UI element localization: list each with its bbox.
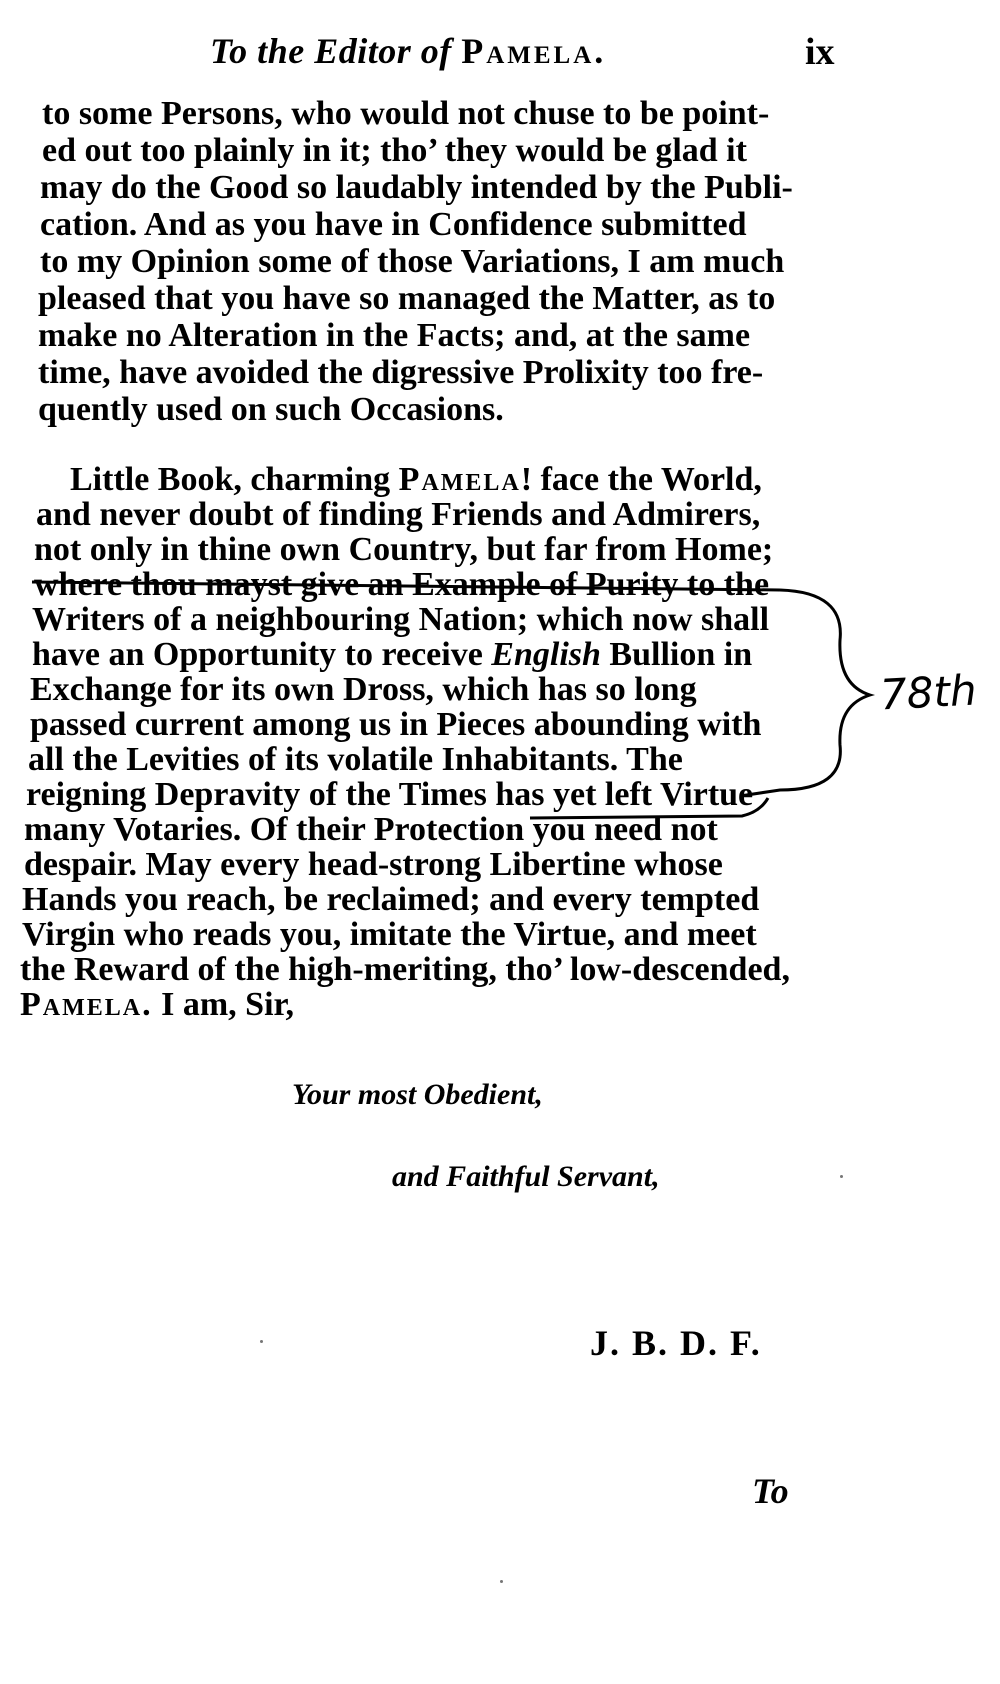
text-line: to some Persons, who would not chuse to be point- — [42, 95, 770, 132]
text-line: ed out too plainly in it; tho’ they would be glad it — [42, 132, 747, 169]
text-line: time, have avoided the digressive Prolixity too fre- — [38, 354, 764, 391]
text-span: Little Book, charming — [70, 461, 399, 498]
text-line: Exchange for its own Dross, which has so long — [30, 671, 697, 708]
running-head-prefix: To the Editor of — [210, 31, 462, 71]
text-span: ! face the World, — [520, 461, 762, 498]
text-line: not only in thine own Country, but far from Home; — [34, 531, 774, 568]
text-line: the Reward of the high-meriting, tho’ low-descended, — [20, 951, 790, 988]
signature: J. B. D. F. — [590, 1323, 762, 1363]
text-line — [20, 987, 294, 1023]
text-line: Virgin who reads you, imitate the Virtue, and meet — [22, 916, 757, 953]
text-line: may do the Good so laudably intended by the Publi- — [40, 169, 793, 206]
closing-line-1: Your most Obedient, — [292, 1078, 543, 1111]
pamela-name: Pamela. — [20, 986, 153, 1023]
text-line: many Votaries. Of their Protection you need not — [24, 811, 718, 848]
pamela-name: Pamela — [398, 461, 521, 498]
text-line: where thou mayst give an Example of Purity to the — [34, 566, 770, 603]
text-line: to my Opinion some of those Variations, I am much — [40, 243, 785, 280]
page-number: ix — [805, 31, 835, 73]
text-span: Bullion in — [600, 636, 753, 673]
text-line: Writers of a neighbouring Nation; which now shall — [32, 601, 770, 638]
italic-word: English — [491, 636, 601, 673]
catchword: To — [752, 1471, 789, 1511]
text-line: and never doubt of finding Friends and Admirers, — [36, 496, 761, 533]
text-line — [32, 637, 752, 673]
text-line: quently used on such Occasions. — [38, 391, 504, 428]
text-line: cation. And as you have in Confidence submitted — [40, 206, 747, 243]
text-span: have an Opportunity to receive — [32, 636, 492, 673]
speckle-dot — [260, 1340, 263, 1343]
speckle-dot — [840, 1175, 843, 1178]
closing-line-2: and Faithful Servant, — [392, 1160, 660, 1193]
text-line: all the Levities of its volatile Inhabitants. The — [28, 741, 683, 778]
speckle-dot — [500, 1580, 503, 1583]
text-line: despair. May every head-strong Libertine whose — [24, 846, 723, 883]
text-line — [70, 462, 762, 498]
running-head-name: Pamela. — [461, 31, 607, 71]
text-line: pleased that you have so managed the Matter, as to — [38, 280, 776, 317]
text-span: I am, Sir, — [152, 986, 294, 1023]
margin-note: 78th — [878, 665, 978, 720]
text-line: Hands you reach, be reclaimed; and every tempted — [22, 881, 760, 918]
running-head — [210, 30, 606, 72]
text-line: reigning Depravity of the Times has yet left Virtue — [26, 776, 754, 813]
text-line: passed current among us in Pieces abounding with — [30, 706, 762, 743]
text-line: make no Alteration in the Facts; and, at the same — [38, 317, 751, 354]
